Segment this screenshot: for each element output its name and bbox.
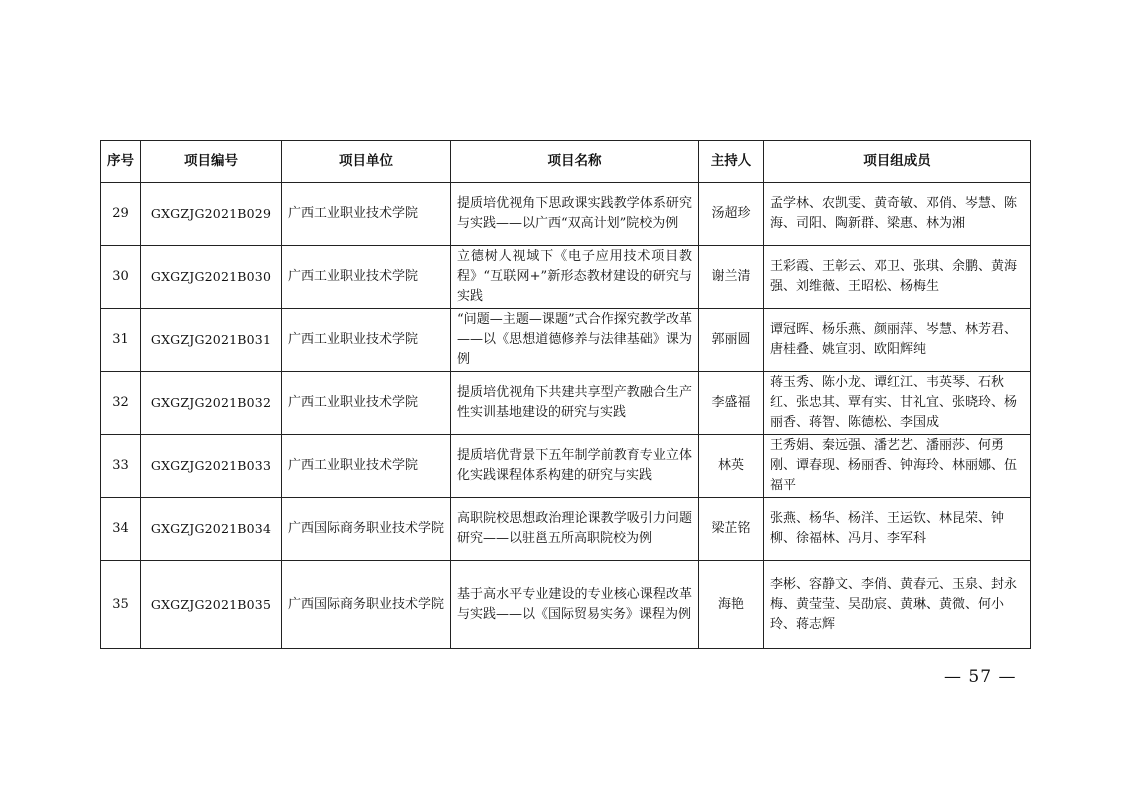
cell-seq: 34	[101, 498, 141, 561]
cell-members: 王彩霞、王彰云、邓卫、张琪、余鹏、黄海强、刘维薇、王昭松、杨梅生	[764, 246, 1031, 309]
cell-unit: 广西工业职业技术学院	[282, 435, 451, 498]
cell-unit: 广西国际商务职业技术学院	[282, 561, 451, 649]
header-members: 项目组成员	[764, 141, 1031, 183]
cell-members: 李彬、容静文、李俏、黄春元、玉泉、封永梅、黄莹莹、吴劭宸、黄琳、黄微、何小玲、蒋志辉	[764, 561, 1031, 649]
cell-seq: 31	[101, 309, 141, 372]
cell-seq: 30	[101, 246, 141, 309]
cell-host: 李盛福	[699, 372, 764, 435]
cell-name: “问题—主题—课题”式合作探究教学改革——以《思想道德修养与法律基础》课为例	[451, 309, 699, 372]
header-name: 项目名称	[451, 141, 699, 183]
cell-unit: 广西国际商务职业技术学院	[282, 498, 451, 561]
cell-host: 汤超珍	[699, 183, 764, 246]
cell-name: 提质培优视角下思政课实践教学体系研究与实践——以广西“双高计划”院校为例	[451, 183, 699, 246]
cell-code: GXGZJG2021B029	[141, 183, 282, 246]
table-row	[101, 183, 1031, 246]
header-host: 主持人	[699, 141, 764, 183]
cell-host: 谢兰清	[699, 246, 764, 309]
cell-code: GXGZJG2021B033	[141, 435, 282, 498]
cell-name: 高职院校思想政治理论课教学吸引力问题研究——以驻邕五所高职院校为例	[451, 498, 699, 561]
cell-code: GXGZJG2021B030	[141, 246, 282, 309]
table-row	[101, 246, 1031, 309]
cell-unit: 广西工业职业技术学院	[282, 246, 451, 309]
table-row	[101, 309, 1031, 372]
cell-unit: 广西工业职业技术学院	[282, 309, 451, 372]
cell-members: 蒋玉秀、陈小龙、谭红江、韦英琴、石秋红、张忠其、覃有实、甘礼宜、张晓玲、杨丽香、蒋智、陈德松、李国成	[764, 372, 1031, 435]
cell-seq: 33	[101, 435, 141, 498]
cell-name: 提质培优视角下共建共享型产教融合生产性实训基地建设的研究与实践	[451, 372, 699, 435]
cell-code: GXGZJG2021B031	[141, 309, 282, 372]
header-seq: 序号	[101, 141, 141, 183]
project-table	[100, 140, 1031, 649]
cell-members: 谭冠晖、杨乐燕、颜丽萍、岑慧、林芳君、唐桂叠、姚宣羽、欧阳辉纯	[764, 309, 1031, 372]
cell-unit: 广西工业职业技术学院	[282, 372, 451, 435]
header-code: 项目编号	[141, 141, 282, 183]
cell-name: 立德树人视域下《电子应用技术项目教程》“互联网+”新形态教材建设的研究与实践	[451, 246, 699, 309]
cell-host: 海艳	[699, 561, 764, 649]
table-row	[101, 372, 1031, 435]
table-row	[101, 435, 1031, 498]
cell-seq: 35	[101, 561, 141, 649]
table-row	[101, 498, 1031, 561]
cell-members: 王秀娟、秦远强、潘艺艺、潘丽莎、何勇刚、谭春现、杨丽香、钟海玲、林丽娜、伍福平	[764, 435, 1031, 498]
cell-seq: 29	[101, 183, 141, 246]
cell-members: 张燕、杨华、杨洋、王运钦、林昆荣、钟柳、徐福林、冯月、李军科	[764, 498, 1031, 561]
cell-code: GXGZJG2021B035	[141, 561, 282, 649]
cell-seq: 32	[101, 372, 141, 435]
cell-code: GXGZJG2021B034	[141, 498, 282, 561]
cell-host: 林英	[699, 435, 764, 498]
cell-host: 郭丽圆	[699, 309, 764, 372]
page-number: — 57 —	[944, 667, 1017, 687]
header-unit: 项目单位	[282, 141, 451, 183]
cell-unit: 广西工业职业技术学院	[282, 183, 451, 246]
cell-name: 提质培优背景下五年制学前教育专业立体化实践课程体系构建的研究与实践	[451, 435, 699, 498]
cell-host: 梁芷铭	[699, 498, 764, 561]
table-row	[101, 561, 1031, 649]
cell-name: 基于高水平专业建设的专业核心课程改革与实践——以《国际贸易实务》课程为例	[451, 561, 699, 649]
cell-members: 孟学林、农凯雯、黄奇敏、邓俏、岑慧、陈海、司阳、陶新群、梁惠、林为湘	[764, 183, 1031, 246]
cell-code: GXGZJG2021B032	[141, 372, 282, 435]
project-table-container	[100, 140, 1030, 649]
table-header-row	[101, 141, 1031, 183]
